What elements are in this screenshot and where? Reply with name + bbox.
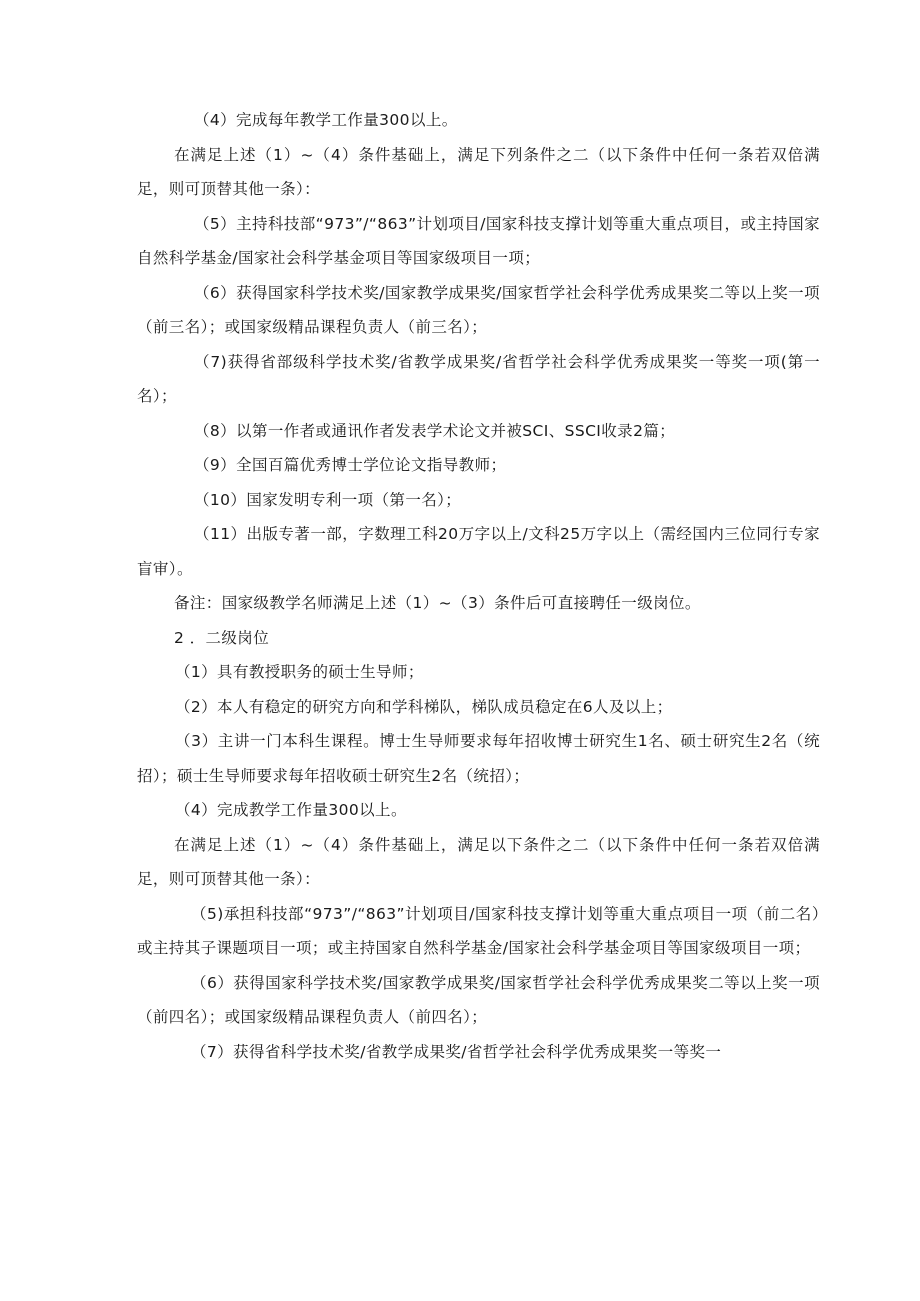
level2-item-2: （2）本人有稳定的研究方向和学科梯队，梯队成员稳定在6人及以上；: [175, 697, 673, 716]
section-heading-level-2: 2 ．二级岗位: [174, 628, 270, 647]
item-5-project: （5）主持科技部“973”/“863”计划项目/国家科技支撑计划等重大重点项目，或主持国家自然科学基金/国家社会科学基金项目等国家级项目一项；: [137, 214, 820, 267]
item-8-papers: （8）以第一作者或通讯作者发表学术论文并被SCI、SSCI收录2篇；: [194, 421, 676, 440]
item-9-doctoral-supervisor: （9）全国百篇优秀博士学位论文指导教师；: [194, 456, 507, 474]
item-7-provincial-award: （7)获得省部级科学技术奖/省教学成果奖/省哲学社会科学优秀成果奖一等奖一项(第一名）；: [137, 352, 820, 405]
item-6-national-award: （6）获得国家科学技术奖/国家教学成果奖/国家哲学社会科学优秀成果奖二等以上奖一项（前三名）；或国家级精品课程负责人（前三名）；: [137, 283, 820, 336]
level2-item-7: （7）获得省科学技术奖/省教学成果奖/省哲学社会科学优秀成果奖一等奖一: [191, 1042, 722, 1061]
conditions-intro: 在满足上述（1）~（4）条件基础上，满足下列条件之二（以下条件中任何一条若双倍满足，则可顶替其他一条）：: [137, 145, 820, 198]
level2-item-4: （4）完成教学工作量300以上。: [175, 801, 407, 819]
item-11-monograph: （11）出版专著一部，字数理工科20万字以上/文科25万字以上（需经国内三位同行专家盲审）。: [137, 525, 820, 578]
remark: 备注：国家级教学名师满足上述（1）~（3）条件后可直接聘任一级岗位。: [174, 594, 701, 612]
level2-item-5: （5)承担科技部“973”/“863”计划项目/国家科技支撑计划等重大重点项目一项（前二名）或主持其子课题项目一项；或主持国家自然科学基金/国家社会科学基金项目等国家级项目一项；: [137, 904, 820, 957]
level2-item-6: （6）获得国家科学技术奖/国家教学成果奖/国家哲学社会科学优秀成果奖二等以上奖一项（前四名）；或国家级精品课程负责人（前四名）；: [137, 973, 820, 1026]
item-4-workload: （4）完成每年教学工作量300以上。: [194, 111, 458, 129]
item-10-patent: （10）国家发明专利一项（第一名）；: [194, 490, 462, 509]
level2-item-3: （3）主讲一门本科生课程。博士生导师要求每年招收博士研究生1名、硕士研究生2名（统招）；硕士生导师要求每年招收硕士研究生2名（统招）；: [137, 732, 820, 785]
level2-item-1: （1）具有教授职务的硕士生导师；: [175, 663, 424, 681]
level2-conditions-intro: 在满足上述（1）~（4）条件基础上，满足以下条件之二（以下条件中任何一条若双倍满足，则可顶替其他一条）：: [137, 835, 820, 888]
